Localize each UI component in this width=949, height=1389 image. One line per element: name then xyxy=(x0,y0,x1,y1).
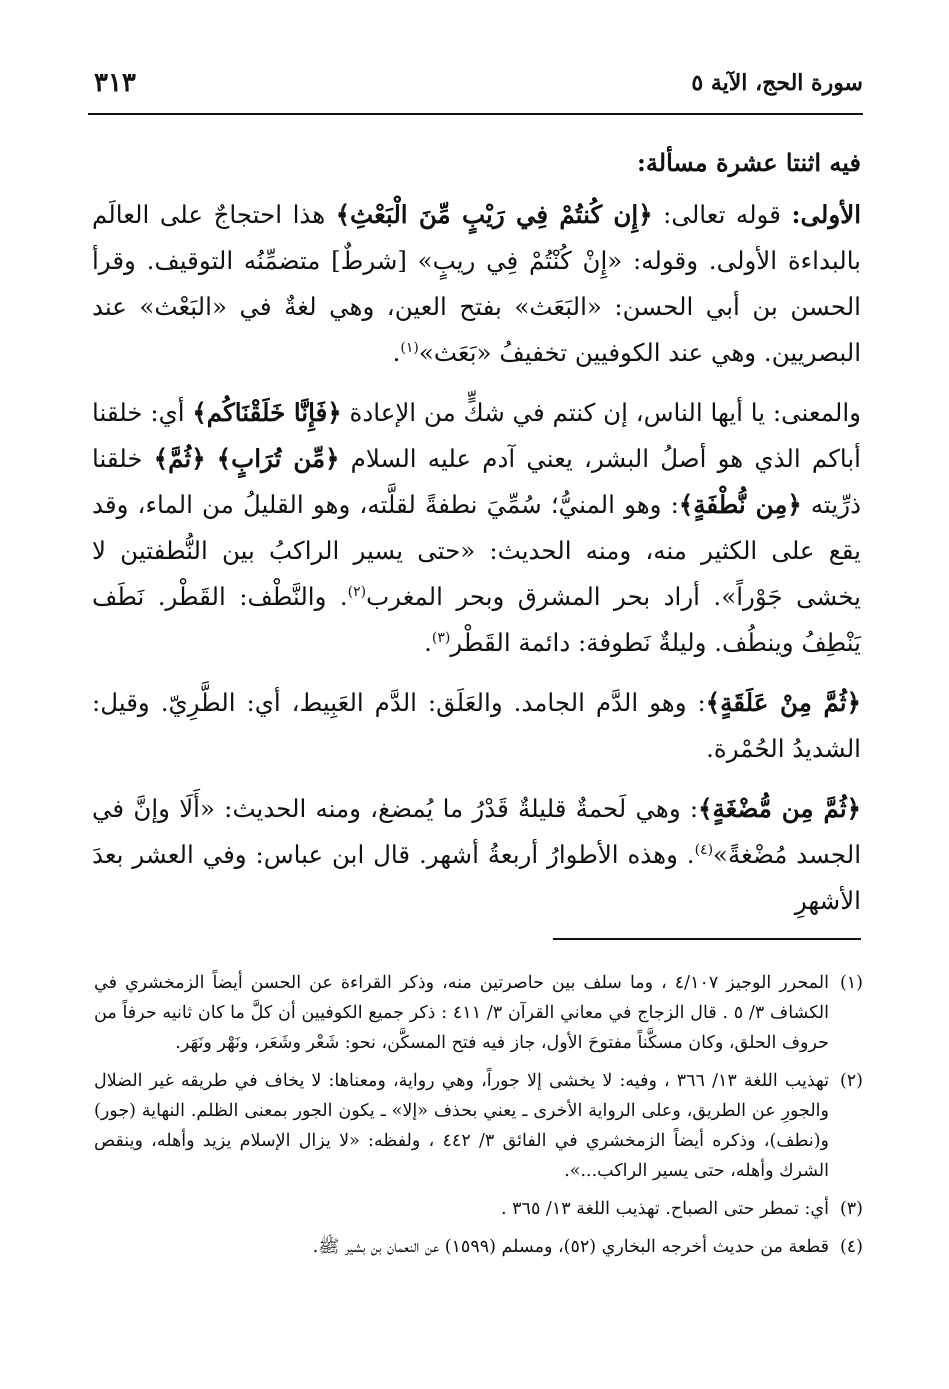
paragraph-2-text xyxy=(206,444,217,473)
footnote-number: (٤) xyxy=(839,1237,863,1257)
footnote-ref-4[interactable]: (٤) xyxy=(694,841,714,858)
quran-quote: ﴿مِن نُّطْفَةٍ﴾ xyxy=(678,490,802,519)
footnote-text: تهذيب اللغة ١٣/ ٣٦٦ ، وفيه: لا يخشى إلا جوراً، وهي رواية، ومعناها: لا يخاف في طريقه غير الضلال والجورِ عن الطريق، وعلى الرواية الأخرى ـ يعني بحذف «إلا» ـ يكون الجور بمعنى الظلم. النهاية (جور) و(نطف)، وذكره أيضاً الزمخشري في الفائق ٣/ ٤٤٢ ، ولفظه: «لا يزال الإسلام يزيد وأهله، وينقص الشرك وأهله، حتى يسير الراكب...». xyxy=(94,1071,829,1181)
paragraph-2 xyxy=(92,390,861,666)
paragraph-1-text: هذا احتجاجٌ على العالَم بالبداءة الأولى. وقوله: «إِنْ كُنْتُمْ فِي ريبٍ» [شرطٌ] متضمِّنُه التوقيف. وقرأ الحسن بن أبي الحسن: «البَعَث» بفتح العين، وهي لغةٌ في «البَعْث» عند البصريين. وهي عند الكوفيين تخفيفُ «بَعَث» xyxy=(92,200,861,367)
paragraph-2-text: أي: خلقنا أباكم الذي هو أصلُ البشر، يعني آدم عليه السلام xyxy=(92,398,861,473)
footnote-divider xyxy=(553,938,861,940)
paragraph-2-text: : وهو المنيُّ؛ سُمِّيَ نطفةً لقلَّته، وهو القليلُ من الماء، وقد يقع على الكثير منه، ومنه الحديث: «حتى يسير الراكبُ بين النُّطفتين لا يخشى جَوْراً». أراد بحر المشرق وبحر المغرب xyxy=(92,490,861,611)
paragraph-4-text: . وهذه الأطوارُ أربعةُ أشهر. قال ابن عباس: وفي العشر بعدَ الأشهرِ xyxy=(92,840,861,915)
page-header xyxy=(88,64,863,114)
footnote-ref-2[interactable]: (٢) xyxy=(347,583,367,600)
paragraph-4 xyxy=(92,786,861,924)
paragraph-3 xyxy=(92,680,861,772)
footnote-text: قطعة من حديث أخرجه البخاري (٥٢)، ومسلم (١٥٩٩) عن النعمان بن بشير ﷺ. xyxy=(312,1237,829,1257)
paragraph-1 xyxy=(92,192,861,376)
paragraph-2-text: خلقنا ذرِّيته xyxy=(92,444,861,519)
paragraph-2-text: . xyxy=(424,628,432,657)
running-title: سورة الحج، الآية ٥ xyxy=(691,70,863,96)
header-divider xyxy=(88,113,863,115)
footnote-ref-1[interactable]: (١) xyxy=(400,339,419,356)
paragraph-3-text: : وهو الدَّم الجامد. والعَلَق: الدَّم العَبِيط، أي: الطَّرِيّ. وقيل: الشديدُ الحُمْرة. xyxy=(92,688,861,763)
paragraph-1-text: قوله تعالى: xyxy=(652,200,792,229)
paragraph-2-text: والمعنى: يا أيها الناس، إن كنتم في شكٍّ من الإعادة xyxy=(341,398,862,427)
quran-quote: ﴿فَإِنَّا خَلَقْنَاكُم﴾ xyxy=(192,398,342,427)
paragraph-4-text: : وهي لَحمةٌ قليلةٌ قَدْرُ ما يُمضغ، ومنه الحديث: «أَلَا وإنَّ في الجسد مُضْغةً» xyxy=(92,794,862,869)
footnote-1 xyxy=(94,968,863,1058)
page-number: ٣١٣ xyxy=(94,68,136,98)
quran-quote: ﴿إِن كُنتُمْ فِي رَيْبٍ مِّنَ الْبَعْثِ﴾ xyxy=(335,200,653,229)
section-heading: فيه اثنتا عشرة مسألة: xyxy=(637,148,861,177)
quran-quote: ﴿ثُمَّ﴾ xyxy=(153,444,206,473)
footnotes xyxy=(94,968,863,1270)
footnote-text: أي: تمطر حتى الصباح. تهذيب اللغة ١٣/ ٣٦٥ . xyxy=(501,1199,829,1219)
footnote-4 xyxy=(94,1232,863,1262)
quran-quote: ﴿ثُمَّ مِنْ عَلَقَةٍ﴾ xyxy=(705,688,861,717)
paragraph-1-text: . xyxy=(392,338,401,367)
footnote-number: (٢) xyxy=(839,1071,863,1091)
paragraph-2-text: . والنَّطْف: القَطْر. نَطَف يَنْطِفُ وينطُف. وليلةٌ نَطوفة: دائمة القَطْر xyxy=(92,582,861,657)
footnote-3 xyxy=(94,1194,863,1224)
quran-quote: ﴿ثُمَّ مِن مُّضْغَةٍ﴾ xyxy=(698,794,861,823)
footnote-text: المحرر الوجيز ٤/١٠٧ ، وما سلف بين حاصرتين منه، وذكر القراءة عن الحسن أيضاً الزمخشري في الكشاف ٣/ ٥ . قال الزجاج في معاني القرآن ٣/ ٤١١ : ذكر جميع الكوفيين أن كلَّ ما كان ثانيه حرفاً من حروف الحلق، وكان مسكَّناً مفتوحَ الأول، جاز فيه فتح المسكَّن، نحو: شَعْر وشَعَر، ونَهْر ونَهَر. xyxy=(94,973,829,1053)
main-text xyxy=(92,140,861,938)
quran-quote: ﴿مِّن تُرَابٍ﴾ xyxy=(216,444,340,473)
footnote-2 xyxy=(94,1066,863,1186)
footnote-ref-3[interactable]: (٣) xyxy=(431,629,451,646)
paragraph-1-lead: الأولى: xyxy=(791,200,862,229)
footnote-number: (٣) xyxy=(839,1199,863,1219)
footnote-number: (١) xyxy=(839,973,863,993)
